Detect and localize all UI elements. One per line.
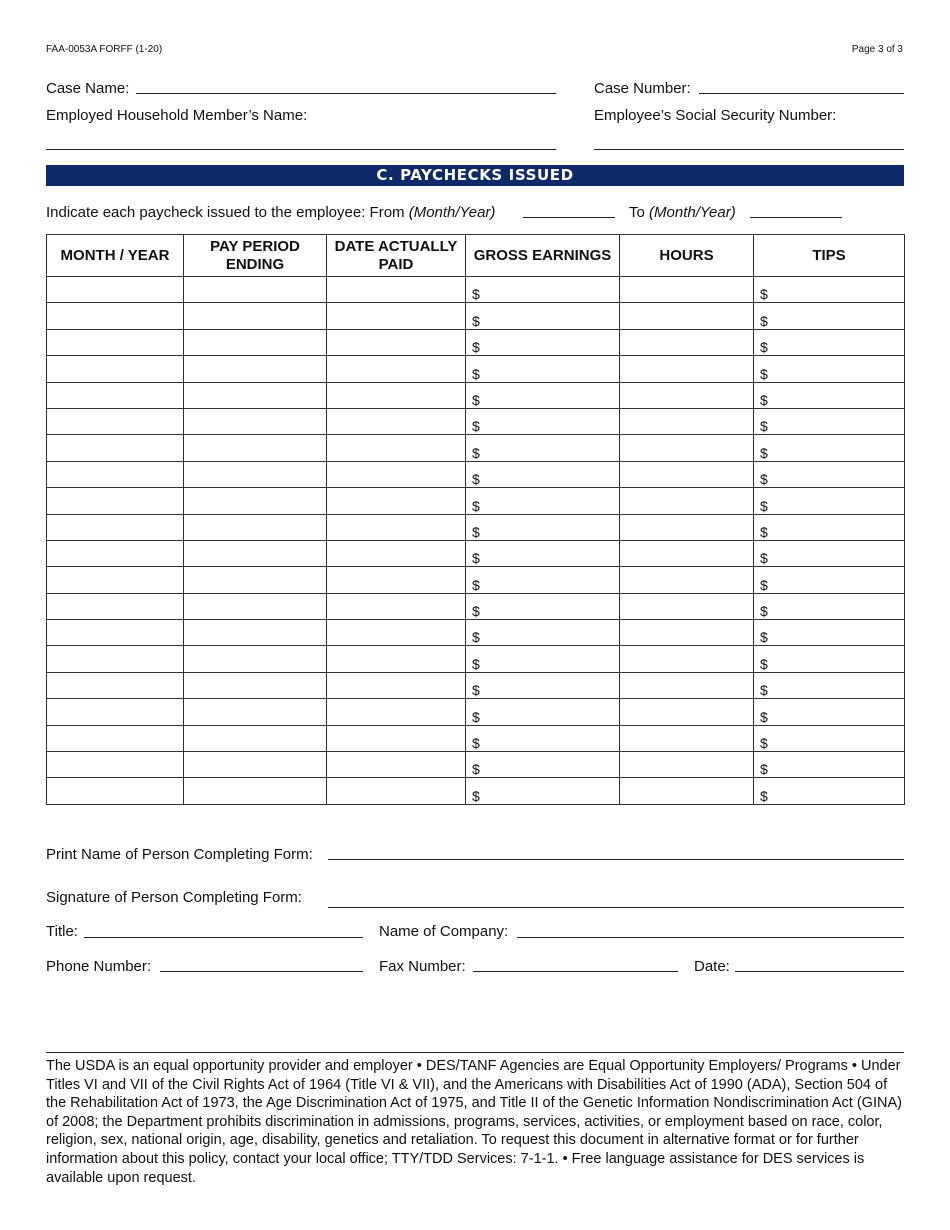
instruction-prefix: Indicate each paycheck issued to the employee: From [46,204,405,221]
cell-hours[interactable] [620,620,754,646]
cell-tips[interactable] [754,540,905,566]
cell-date-paid[interactable] [327,356,466,382]
title-input[interactable] [84,937,363,938]
instruction-line [46,204,495,221]
cell-gross-earnings[interactable] [466,303,620,329]
currency-symbol: $ [472,629,480,646]
cell-month-year[interactable] [47,646,184,672]
cell-date-paid[interactable] [327,646,466,672]
cell-hours[interactable] [620,593,754,619]
cell-tips[interactable] [754,567,905,593]
cell-gross-earnings[interactable] [466,488,620,514]
cell-tips[interactable] [754,699,905,725]
cell-gross-earnings[interactable] [466,752,620,778]
table-row [47,699,905,725]
cell-month-year[interactable] [47,408,184,434]
currency-symbol: $ [760,497,768,514]
cell-gross-earnings[interactable] [466,778,620,804]
currency-symbol: $ [472,761,480,778]
to-hint: (Month/Year) [649,204,736,221]
cell-tips[interactable] [754,329,905,355]
cell-date-paid[interactable] [327,435,466,461]
table-row [47,277,905,303]
cell-gross-earnings[interactable] [466,646,620,672]
to-date-input[interactable] [750,217,842,218]
table-header-row [47,235,905,277]
cell-pay-period-ending[interactable] [184,435,327,461]
table-row [47,303,905,329]
table-row [47,620,905,646]
currency-symbol: $ [472,391,480,408]
cell-month-year[interactable] [47,672,184,698]
cell-gross-earnings[interactable] [466,356,620,382]
footer-notice: The USDA is an equal opportunity provider and employer • DES/TANF Agencies are Equal Opportunity Employers/ Programs • Under Titles VI and VII of the Civil Rights Act of 1964 (Title VI & VII), and the Americans with Disabilities Act of 1990 (ADA), Section 504 of the Rehabilitation Act of 1973, the Age Discrimination Act of 1975, and Title II of the Genetic Information Nondiscrimination Act (GINA) of 2008; the Department prohibits discrimination in admissions, programs, services, activities, or employment based on race, color, religion, sex, national origin, age, disability, genetics and retaliation. To request this document in alternative format or for further information about this policy, contact your local office; TTY/TDD Services: 7-1-1. • Free language assistance for DES services is available upon request. [46,1058,902,1186]
cell-gross-earnings[interactable] [466,540,620,566]
column-header-date-paid [327,235,466,277]
currency-symbol: $ [760,471,768,488]
cell-hours[interactable] [620,408,754,434]
table-row [47,435,905,461]
currency-symbol: $ [472,471,480,488]
currency-symbol: $ [472,787,480,804]
paychecks-table [46,234,905,805]
cell-pay-period-ending[interactable] [184,382,327,408]
cell-tips[interactable] [754,356,905,382]
signature-label: Signature of Person Completing Form: [46,889,302,906]
cell-hours[interactable] [620,514,754,540]
cell-tips[interactable] [754,277,905,303]
table-row [47,540,905,566]
cell-tips[interactable] [754,672,905,698]
member-name-input[interactable] [46,149,556,150]
cell-gross-earnings[interactable] [466,567,620,593]
cell-month-year[interactable] [47,699,184,725]
table-row [47,488,905,514]
cell-gross-earnings[interactable] [466,408,620,434]
currency-symbol: $ [472,708,480,725]
phone-input[interactable] [160,971,363,972]
fax-input[interactable] [473,971,678,972]
cell-pay-period-ending[interactable] [184,672,327,698]
cell-hours[interactable] [620,646,754,672]
cell-tips[interactable] [754,778,905,804]
currency-symbol: $ [760,339,768,356]
form-id: FAA-0053A FORFF (1-20) [46,44,163,55]
currency-symbol: $ [760,550,768,567]
print-name-label: Print Name of Person Completing Form: [46,846,313,863]
cell-month-year[interactable] [47,567,184,593]
currency-symbol: $ [472,339,480,356]
cell-month-year[interactable] [47,514,184,540]
cell-date-paid[interactable] [327,540,466,566]
case-name-label: Case Name: [46,80,130,97]
case-number-input[interactable] [699,93,904,94]
cell-gross-earnings[interactable] [466,329,620,355]
cell-gross-earnings[interactable] [466,725,620,751]
cell-pay-period-ending[interactable] [184,303,327,329]
cell-month-year[interactable] [47,461,184,487]
column-header-pay-period-text: PAY PERIOD ENDING [210,237,300,273]
table-row [47,593,905,619]
currency-symbol: $ [760,655,768,672]
currency-symbol: $ [472,576,480,593]
cell-hours[interactable] [620,277,754,303]
currency-symbol: $ [760,523,768,540]
column-header-month-year: MONTH / YEAR [47,235,184,277]
cell-month-year[interactable] [47,593,184,619]
table-row [47,514,905,540]
cell-gross-earnings[interactable] [466,277,620,303]
cell-gross-earnings[interactable] [466,435,620,461]
member-name-label: Employed Household Member’s Name: [46,107,308,124]
cell-month-year[interactable] [47,488,184,514]
cell-gross-earnings[interactable] [466,461,620,487]
column-header-tips: TIPS [754,235,905,277]
currency-symbol: $ [760,391,768,408]
table-row [47,329,905,355]
cell-hours[interactable] [620,672,754,698]
cell-pay-period-ending[interactable] [184,778,327,804]
currency-symbol: $ [760,708,768,725]
from-hint: (Month/Year) [408,204,496,221]
currency-symbol: $ [760,629,768,646]
currency-symbol: $ [472,550,480,567]
cell-tips[interactable] [754,752,905,778]
cell-date-paid[interactable] [327,752,466,778]
table-row [47,752,905,778]
cell-date-paid[interactable] [327,382,466,408]
cell-date-paid[interactable] [327,620,466,646]
cell-month-year[interactable] [47,329,184,355]
cell-month-year[interactable] [47,778,184,804]
cell-gross-earnings[interactable] [466,699,620,725]
cell-gross-earnings[interactable] [466,672,620,698]
cell-tips[interactable] [754,461,905,487]
cell-pay-period-ending[interactable] [184,277,327,303]
cell-date-paid[interactable] [327,672,466,698]
currency-symbol: $ [472,735,480,752]
cell-tips[interactable] [754,620,905,646]
cell-tips[interactable] [754,725,905,751]
table-row [47,567,905,593]
currency-symbol: $ [472,286,480,303]
column-header-pay-period-ending [184,235,327,277]
table-row [47,646,905,672]
footer-divider [46,1052,904,1053]
cell-month-year[interactable] [47,277,184,303]
currency-symbol: $ [760,418,768,435]
cell-hours[interactable] [620,778,754,804]
cell-month-year[interactable] [47,752,184,778]
title-label: Title: [46,923,78,940]
cell-tips[interactable] [754,646,905,672]
company-input[interactable] [517,937,904,938]
cell-date-paid[interactable] [327,725,466,751]
cell-gross-earnings[interactable] [466,382,620,408]
currency-symbol: $ [760,444,768,461]
table-row [47,778,905,804]
cell-pay-period-ending[interactable] [184,593,327,619]
table-body [47,277,905,805]
column-header-hours: HOURS [620,235,754,277]
currency-symbol: $ [760,761,768,778]
cell-hours[interactable] [620,303,754,329]
cell-gross-earnings[interactable] [466,620,620,646]
cell-month-year[interactable] [47,356,184,382]
column-header-date-paid-text: DATE ACTUALLY PAID [334,237,458,273]
section-title: C. PAYCHECKS ISSUED [46,165,904,186]
table-row [47,356,905,382]
fax-label: Fax Number: [379,958,466,975]
cell-pay-period-ending[interactable] [184,567,327,593]
table-row [47,461,905,487]
print-name-input[interactable] [328,859,904,860]
cell-pay-period-ending[interactable] [184,488,327,514]
cell-hours[interactable] [620,488,754,514]
cell-date-paid[interactable] [327,778,466,804]
ssn-label: Employee’s Social Security Number: [594,107,837,124]
cell-date-paid[interactable] [327,303,466,329]
currency-symbol: $ [760,682,768,699]
table-row [47,672,905,698]
case-name-input[interactable] [136,93,556,94]
page-number: Page 3 of 3 [851,44,903,55]
cell-tips[interactable] [754,488,905,514]
currency-symbol: $ [472,312,480,329]
cell-hours[interactable] [620,540,754,566]
cell-hours[interactable] [620,461,754,487]
cell-month-year[interactable] [47,620,184,646]
cell-pay-period-ending[interactable] [184,356,327,382]
cell-tips[interactable] [754,593,905,619]
cell-hours[interactable] [620,725,754,751]
currency-symbol: $ [760,365,768,382]
cell-hours[interactable] [620,329,754,355]
phone-label: Phone Number: [46,958,152,975]
to-label-group [629,204,736,221]
cell-date-paid[interactable] [327,699,466,725]
cell-date-paid[interactable] [327,514,466,540]
cell-gross-earnings[interactable] [466,593,620,619]
cell-pay-period-ending[interactable] [184,329,327,355]
currency-symbol: $ [760,286,768,303]
cell-pay-period-ending[interactable] [184,620,327,646]
case-number-label: Case Number: [594,80,691,97]
ssn-input[interactable] [594,149,904,150]
currency-symbol: $ [760,735,768,752]
cell-tips[interactable] [754,435,905,461]
cell-pay-period-ending[interactable] [184,725,327,751]
company-label: Name of Company: [379,923,509,940]
cell-date-paid[interactable] [327,461,466,487]
cell-pay-period-ending[interactable] [184,514,327,540]
cell-date-paid[interactable] [327,567,466,593]
cell-month-year[interactable] [47,382,184,408]
currency-symbol: $ [472,523,480,540]
cell-date-paid[interactable] [327,488,466,514]
cell-pay-period-ending[interactable] [184,408,327,434]
cell-pay-period-ending[interactable] [184,699,327,725]
currency-symbol: $ [760,603,768,620]
cell-tips[interactable] [754,382,905,408]
currency-symbol: $ [472,655,480,672]
cell-month-year[interactable] [47,540,184,566]
cell-hours[interactable] [620,752,754,778]
cell-hours[interactable] [620,382,754,408]
cell-gross-earnings[interactable] [466,514,620,540]
currency-symbol: $ [472,603,480,620]
currency-symbol: $ [472,444,480,461]
cell-hours[interactable] [620,435,754,461]
cell-date-paid[interactable] [327,329,466,355]
currency-symbol: $ [472,365,480,382]
cell-date-paid[interactable] [327,593,466,619]
cell-pay-period-ending[interactable] [184,646,327,672]
column-header-gross-earnings: GROSS EARNINGS [466,235,620,277]
cell-tips[interactable] [754,514,905,540]
table-row [47,725,905,751]
date-label: Date: [694,958,730,975]
currency-symbol: $ [472,682,480,699]
signature-input[interactable] [328,907,904,908]
currency-symbol: $ [472,418,480,435]
cell-hours[interactable] [620,356,754,382]
table-row [47,408,905,434]
currency-symbol: $ [472,497,480,514]
cell-date-paid[interactable] [327,408,466,434]
cell-pay-period-ending[interactable] [184,461,327,487]
cell-tips[interactable] [754,303,905,329]
cell-hours[interactable] [620,699,754,725]
cell-date-paid[interactable] [327,277,466,303]
cell-month-year[interactable] [47,303,184,329]
table-row [47,382,905,408]
cell-month-year[interactable] [47,435,184,461]
cell-pay-period-ending[interactable] [184,752,327,778]
cell-hours[interactable] [620,567,754,593]
from-date-input[interactable] [523,217,615,218]
currency-symbol: $ [760,312,768,329]
cell-month-year[interactable] [47,725,184,751]
currency-symbol: $ [760,576,768,593]
currency-symbol: $ [760,787,768,804]
date-input[interactable] [735,971,904,972]
to-label: To [629,204,645,221]
cell-pay-period-ending[interactable] [184,540,327,566]
cell-tips[interactable] [754,408,905,434]
